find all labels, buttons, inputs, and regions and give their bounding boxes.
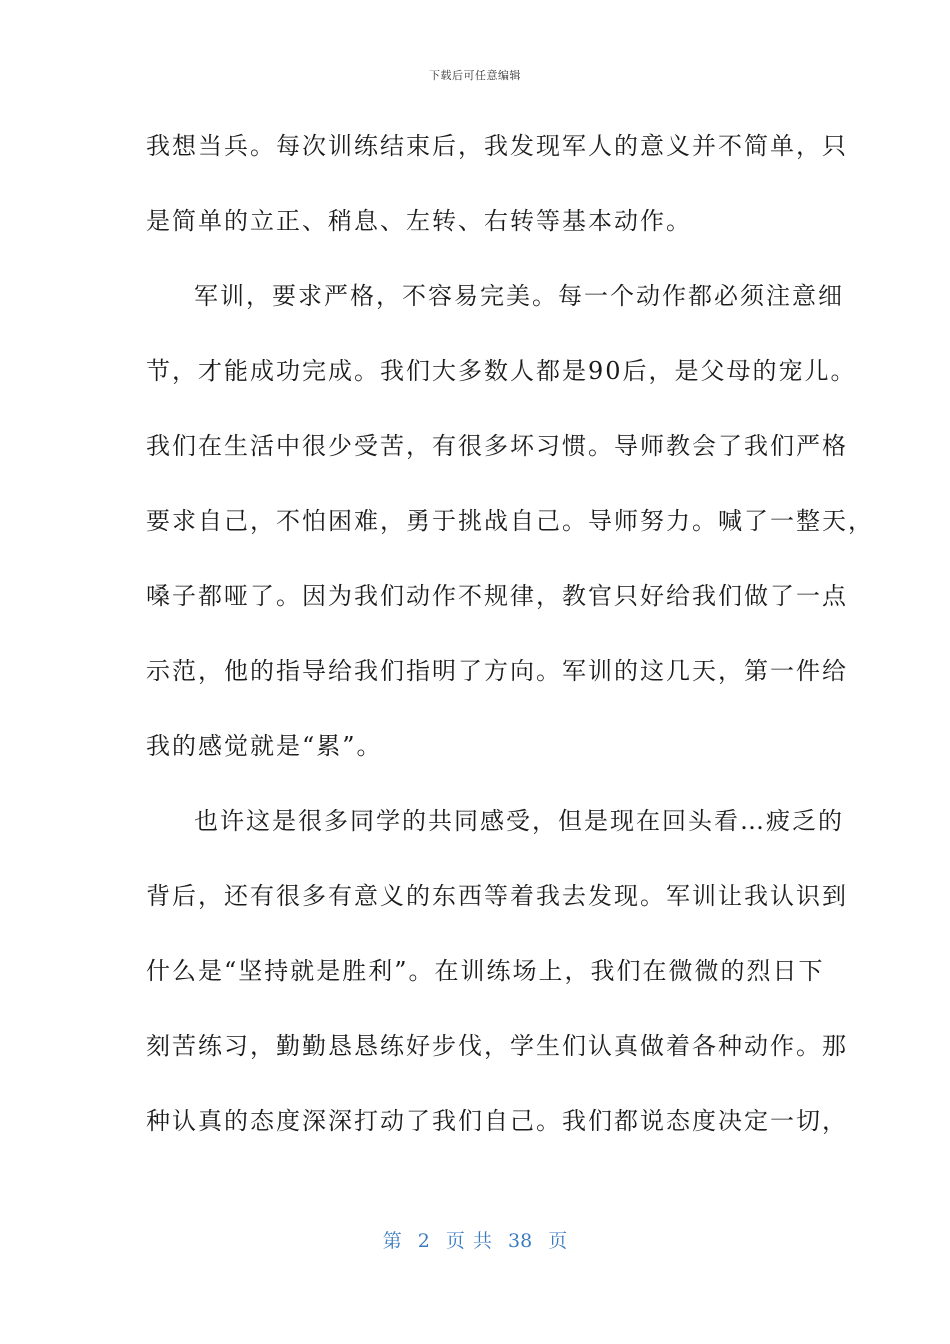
- page-total: 38: [508, 1230, 533, 1252]
- text-line: 什么是“坚持就是胜利”。在训练场上，我们在微微的烈日下: [146, 957, 825, 985]
- text-line: 我的感觉就是“累”。: [146, 732, 383, 760]
- page-footer: [0, 1226, 950, 1253]
- header-note: 下载后可任意编辑: [429, 69, 521, 82]
- text-line: 刻苦练习，勤勤恳恳练好步伐，学生们认真做着各种动作。那: [146, 1032, 848, 1060]
- text-line: 示范，他的指导给我们指明了方向。军训的这几天，第一件给: [146, 657, 848, 685]
- text-line: 嗓子都哑了。因为我们动作不规律，教官只好给我们做了一点: [146, 582, 848, 610]
- document-body: [146, 126, 874, 1176]
- text-line: 要求自己，不怕困难，勇于挑战自己。导师努力。喊了一整天，: [146, 507, 874, 535]
- text-line: 我们在生活中很少受苦，有很多坏习惯。导师教会了我们严格: [146, 432, 848, 460]
- footer-middle: 页 共: [445, 1230, 492, 1252]
- text-line: 节，才能成功完成。我们大多数人都是90后，是父母的宠儿。: [146, 357, 857, 385]
- text-line: 种认真的态度深深打动了我们自己。我们都说态度决定一切，: [146, 1107, 848, 1135]
- paragraph-first-line: 也许这是很多同学的共同感受，但是现在回头看…疲乏的: [194, 807, 844, 835]
- footer-suffix: 页: [548, 1230, 568, 1252]
- text-line: 我想当兵。每次训练结束后，我发现军人的意义并不简单，只: [146, 132, 848, 160]
- paragraph-first-line: 军训，要求严格，不容易完美。每一个动作都必须注意细: [194, 282, 844, 310]
- footer-prefix: 第: [382, 1230, 402, 1252]
- text-line: 背后，还有很多有意义的东西等着我去发现。军训让我认识到: [146, 882, 848, 910]
- text-line: 是简单的立正、稍息、左转、右转等基本动作。: [146, 207, 692, 235]
- page-number: 2: [417, 1230, 430, 1252]
